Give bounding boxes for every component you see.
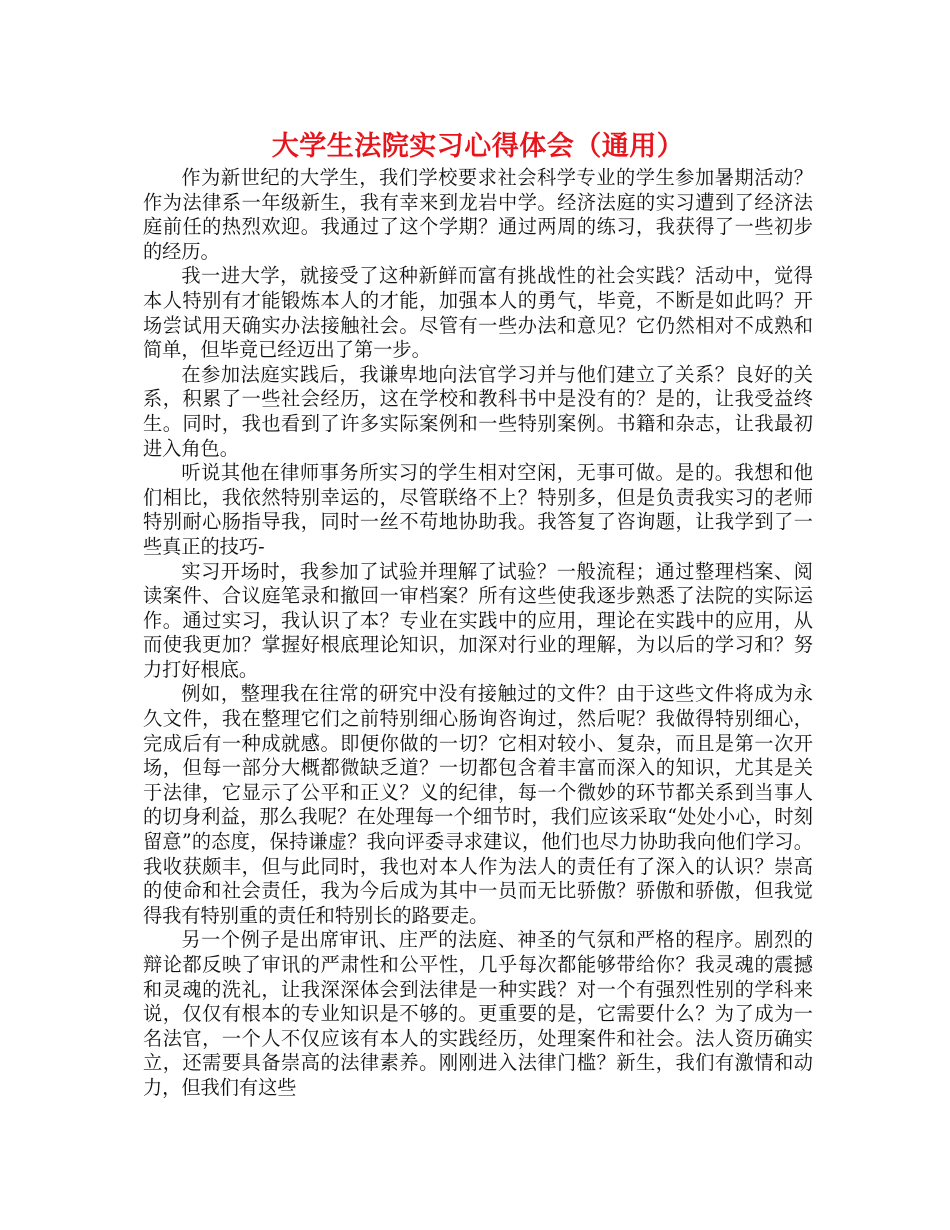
paragraph: 实习开场时，我参加了试验并理解了试验？一般流程；通过整理档案、阅读案件、合议庭笔录和撤回一审档案？所有这些使我逐步熟悉了法院的实际运作。通过实习，我认识了本？专业在实践中的应用，理论在实践中的应用，从而使我更加？掌握好根底理论知识，加深对行业的理解，为以后的学习和？努力打好根底。 <box>143 559 813 681</box>
paragraph: 我一进大学，就接受了这种新鲜而富有挑战性的社会实践？活动中，觉得本人特别有才能锻炼本人的才能，加强本人的勇气，毕竟，不断是如此吗？开场尝试用天确实办法接触社会。尽管有一些办法和意见？它仍然相对不成熟和简单，但毕竟已经迈出了第一步。 <box>143 264 813 362</box>
paragraph: 听说其他在律师事务所实习的学生相对空闲，无事可做。是的。我想和他们相比，我依然特别幸运的，尽管联络不上？特别多，但是负责我实习的老师特别耐心肠指导我，同时一丝不苟地协助我。我答复了咨询题，让我学到了一些真正的技巧- <box>143 461 813 558</box>
paragraph: 例如，整理我在往常的研究中没有接触过的文件？由于这些文件将成为永久文件，我在整理它们之前特别细心肠询咨询过，然后呢？我做得特别细心，完成后有一种成就感。即便你做的一切？它相对较小、复杂，而且是第一次开场，但每一部分大概都微缺乏道？一切都包含着丰富而深入的知识，尤其是关于法律，它显示了公平和正义？义的纪律，每一个微妙的环节都关系到当事人的切身利益，那么我呢？在处理每一个细节时，我们应该采取“处处小心，时刻留意”的态度，保持谦虚？我向评委寻求建议，他们也尽力协助我向他们学习。我收获颇丰，但与此同时，我也对本人作为法人的责任有了深入的认识？崇高的使命和社会责任，我为今后成为其中一员而无比骄傲？骄傲和骄傲，但我觉得我有特别重的责任和特别长的路要走。 <box>143 682 813 927</box>
paragraph: 作为新世纪的大学生，我们学校要求社会科学专业的学生参加暑期活动？作为法律系一年级新生，我有幸来到龙岩中学。经济法庭的实习遭到了经济法庭前任的热烈欢迎。我通过了这个学期？通过两周的练习，我获得了一些初步的经历。 <box>143 166 813 263</box>
paragraph: 在参加法庭实践后，我谦卑地向法官学习并与他们建立了关系？良好的关系，积累了一些社会经历，这在学校和教科书中是没有的？是的，让我受益终生。同时，我也看到了许多实际案例和一些特别案例。书籍和杂志，让我最初进入角色。 <box>143 362 813 460</box>
paragraph: 另一个例子是出席审讯、庄严的法庭、神圣的气氛和严格的程序。剧烈的辩论都反映了审讯的严肃性和公平性，几乎每次都能够带给你？我灵魂的震撼和灵魂的洗礼，让我深深体会到法律是一种实践？对一个有强烈性别的学科来说，仅仅有根本的专业知识是不够的。更重要的是，它需要什么？为了成为一名法官，一个人不仅应该有本人的实践经历，处理案件和社会。法人资历确实立，还需要具备崇高的法律素养。刚刚进入法律门槛？新生，我们有激情和动力，但我们有这些 <box>143 928 813 1099</box>
document-page <box>143 128 813 1101</box>
document-title: 大学生法院实习心得体会（通用） <box>271 131 685 162</box>
